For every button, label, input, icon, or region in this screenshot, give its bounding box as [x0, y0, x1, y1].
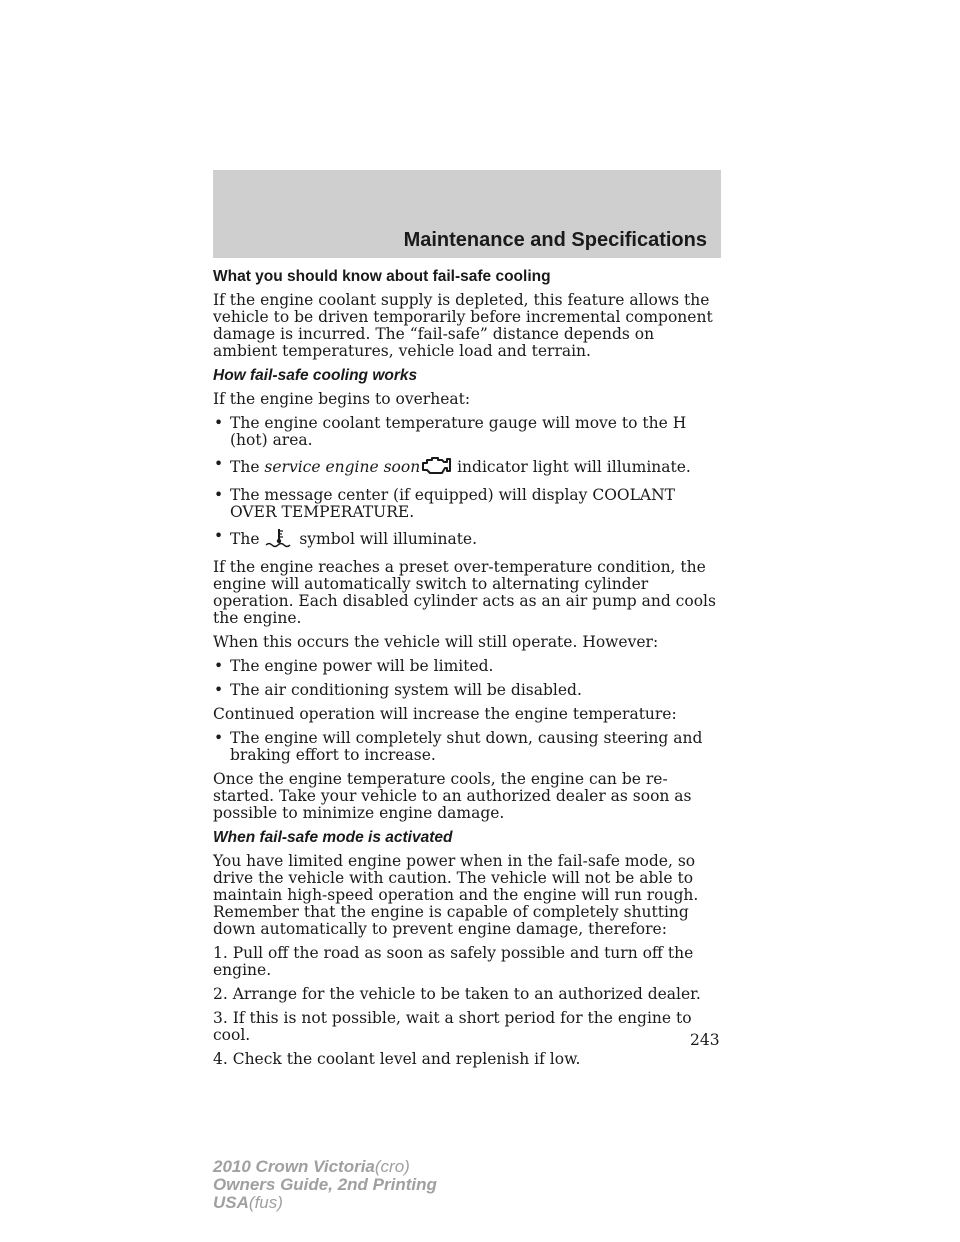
limited-power-paragraph: You have limited engine power when in the fail-safe mode, so drive the vehicle with caution. The vehicle will not be able to maintain high-speed operation and the engine will run rough. Remember that the engine is capable of completely shutting down automatically to prevent engine damage, therefore: — [213, 852, 699, 938]
header-band — [213, 170, 721, 258]
footer-line-3 — [213, 1194, 437, 1212]
footer-model-code: (cro) — [374, 1157, 410, 1176]
footer-line-1 — [213, 1158, 437, 1176]
overheat-intro: If the engine begins to overheat: — [213, 390, 471, 408]
step-1: 1. Pull off the road as soon as safely possible and turn off the engine. — [213, 944, 694, 979]
preset-paragraph: If the engine reaches a preset over-temperature condition, the engine will automatically switch to alternating cylinder operation. Each disabled cylinder acts as an air pump and cools the engine. — [213, 558, 716, 627]
footer-printing: Owners Guide, 2nd Printing — [213, 1175, 437, 1194]
page-number: 243 — [690, 1031, 720, 1049]
heading-how-it-works: How fail-safe cooling works — [213, 367, 418, 384]
bullet-gauge: • The engine coolant temperature gauge will move to the H (hot) area. — [213, 415, 723, 449]
ses-suffix: indicator light will illuminate. — [452, 458, 691, 476]
ses-prefix: The — [230, 458, 265, 476]
bullet-ac-disabled: • The air conditioning system will be disabled. — [213, 682, 723, 699]
footer — [213, 1158, 437, 1212]
symbol-prefix: The — [230, 530, 265, 548]
ses-italic: service engine soon — [264, 458, 421, 476]
step-4: 4. Check the coolant level and replenish if low. — [213, 1050, 581, 1068]
engine-outline-icon — [420, 456, 452, 480]
symbol-suffix: symbol will illuminate. — [294, 530, 478, 548]
step-2: 2. Arrange for the vehicle to be taken to an authorized dealer. — [213, 985, 701, 1003]
footer-line-2 — [213, 1176, 437, 1194]
heading-when-activated: When fail-safe mode is activated — [213, 829, 453, 846]
once-cools-paragraph: Once the engine temperature cools, the engine can be re-started. Take your vehicle to an authorized dealer as soon as possible to minimize engine damage. — [213, 770, 692, 822]
footer-market: USA — [213, 1193, 249, 1212]
intro-paragraph: If the engine coolant supply is depleted, this feature allows the vehicle to be driven temporarily before incremental component damage is incurred. The “fail-safe” distance depends on ambient temperatures, vehicle load and terrain. — [213, 291, 713, 360]
bullet-power-limited: • The engine power will be limited. — [213, 658, 723, 675]
page-content — [213, 268, 723, 1075]
continued-operation: Continued operation will increase the engine temperature: — [213, 705, 677, 723]
section-title: Maintenance and Specifications — [403, 229, 707, 251]
when-occurs: When this occurs the vehicle will still operate. However: — [213, 633, 659, 651]
footer-model: 2010 Crown Victoria — [213, 1157, 375, 1176]
heading-fail-safe-cooling: What you should know about fail-safe cooling — [213, 268, 551, 285]
coolant-temperature-icon — [264, 528, 294, 552]
bullet-shutdown: • The engine will completely shut down, causing steering and braking effort to increase. — [213, 730, 723, 764]
step-3: 3. If this is not possible, wait a short period for the engine to cool. — [213, 1009, 692, 1044]
bullet-message-center: • The message center (if equipped) will display COOLANT OVER TEMPERATURE. — [213, 487, 723, 521]
bullet-service-engine-soon — [213, 456, 723, 480]
bullet-coolant-symbol — [213, 528, 723, 552]
footer-market-code: (fus) — [248, 1193, 283, 1212]
